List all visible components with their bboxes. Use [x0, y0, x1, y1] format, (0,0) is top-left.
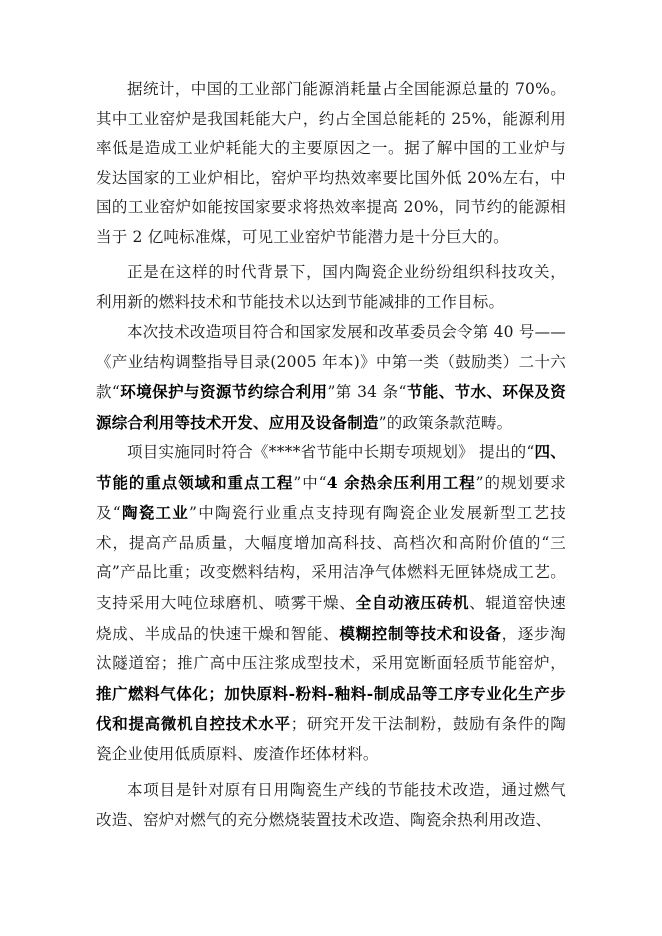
text-run: ”中陶瓷行业重点支持现有陶瓷企业发展新型工艺技术，提高产品质量，大幅度增加高科技、高档次和高附价值的“三高”产品比重；改变燃料结构，采用洁净气体燃料无匣钵烧成工艺。支持采用大吨位球磨机、喷雾干燥、 — [96, 504, 566, 612]
paragraph-energy-statistics — [96, 75, 566, 253]
text-run: ，逐步淘汰隧道窑；推广高中压注浆成型技术，采用宽断面轻质节能窑炉， — [96, 624, 566, 673]
bold-text-run: 陶瓷工业 — [120, 503, 190, 523]
paragraph-background — [96, 258, 566, 317]
paragraph-project-description — [96, 776, 566, 835]
bold-text-run: 4 余热余压利用工程 — [326, 472, 476, 492]
text-run: ”中“ — [293, 473, 327, 492]
bold-text-run: 四、节能的重点领域和重点工程 — [96, 442, 566, 492]
text-run: ”的规划要求及“ — [96, 473, 567, 523]
paragraph-policy-compliance — [96, 318, 566, 438]
bold-text-run: 推广燃料气体化；加快原料-粉料-釉料-制成品等工序专业化生产步伐和提高微机自控技术水平 — [96, 683, 566, 734]
paragraph-provincial-plan — [96, 437, 566, 770]
text-run: ”第 34 条“ — [327, 383, 407, 402]
text-run: 、辊道窑快速烧成、半成品的快速干燥和智能、 — [96, 593, 567, 643]
bold-text-run: 环境保护与资源节约综合利用 — [120, 382, 328, 402]
text-run: ；研究开发干法制粉，鼓励有条件的陶瓷企业使用低质原料、废渣作坯体材料。 — [96, 715, 566, 763]
text-run: ”的政策条款范畴。 — [378, 413, 513, 432]
text-run: 本次技术改造项目符合和国家发展和改革委员会令第 40 号——《产业结构调整指导目录(2005 年本)》中第一类（鼓励类）二十六款“ — [96, 323, 566, 402]
bold-text-run: 节能、节水、环保及资源综合利用等技术开发、应用及设备制造 — [96, 382, 566, 432]
text-run: 项目实施同时符合《****省节能中长期专项规划》 提出的“ — [127, 443, 535, 461]
text-run: 本项目是针对原有日用陶瓷生产线的节能技术改造，通过燃气改造、窑炉对燃气的充分燃烧装置技术改造、陶瓷余热利用改造、 — [96, 781, 566, 829]
text-run: 正是在这样的时代背景下，国内陶瓷企业纷纷组织科技攻关，利用新的燃料技术和节能技术以达到节能减排的工作目标。 — [96, 263, 566, 311]
text-run: 据统计，中国的工业部门能源消耗量占全国能源总量的 70%。其中工业窑炉是我国耗能大户，约占全国总能耗的 25%，能源利用率低是造成工业炉耗能大的主要原因之一。据了解中国的工业炉与发达国家的工业炉相比，窑炉平均热效率要比国外低 20%左右，中国的工业窑炉如能按国家要求将热效率提高 20%，同节约的能源相当于 2 亿吨标准煤，可见工业窑炉节能潜力是十分巨大的。 — [96, 80, 566, 246]
bold-text-run: 全自动液压砖机 — [355, 592, 470, 612]
bold-text-run: 模糊控制等技术和设备 — [339, 623, 502, 643]
